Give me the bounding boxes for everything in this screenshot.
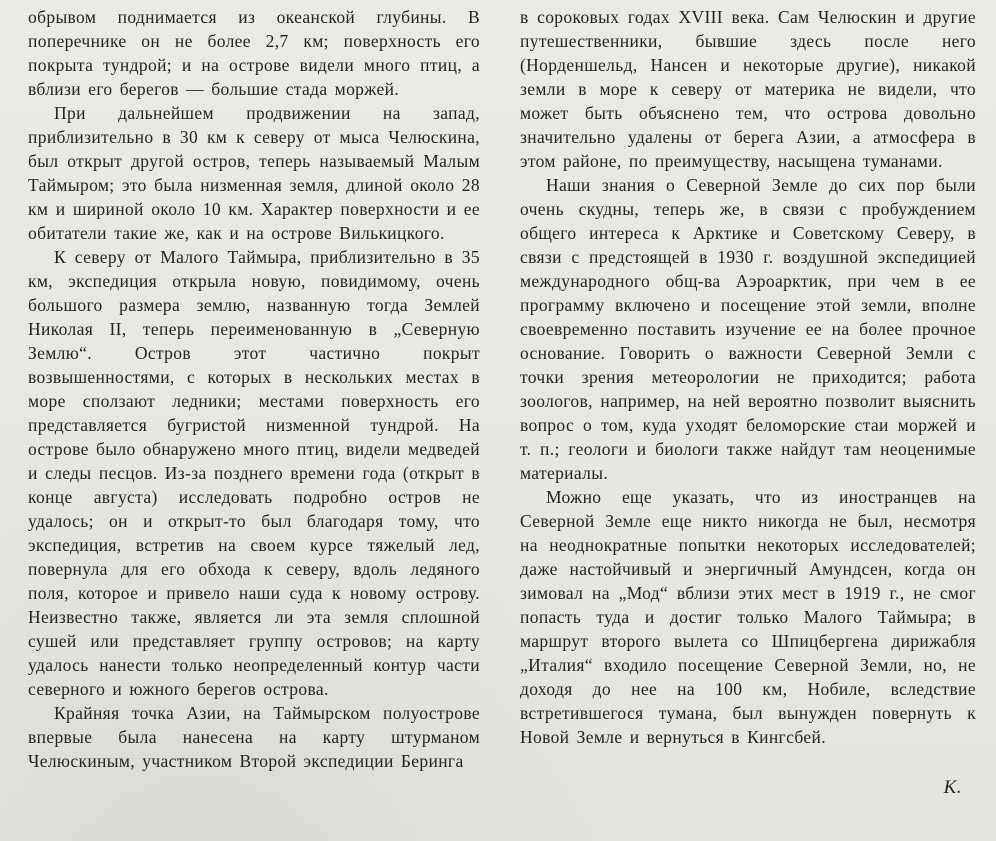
paragraph-continuation: обрывом поднимается из океанской глубины. В поперечнике он не более 2,7 км; поверхность его покрыта тундрой; и на острове видели много птиц, а вблизи его берегов — большие стада моржей. bbox=[28, 7, 480, 99]
paragraph: При дальнейшем продвижении на запад, приблизительно в 30 км к северу от мыса Челюскина, был открыт другой остров, теперь называемый Малым Таймыром; это была низменная земля, длиной около 28 км и шириной около 10 км. Характер поверхности и ее обитатели такие же, как и на острове Вилькицкого. bbox=[28, 103, 480, 243]
paragraph: Можно еще указать, что из иностранцев на Северной Земле еще никто никогда не был, несмотря на неоднократные попытки некоторых исследователей; даже настойчивый и энергичный Амундсен, когда он зимовал на „Мод“ вблизи этих мест в 1919 г., не смог попасть туда и достиг только Малого Таймыра; в маршрут второго вылета со Шпицбергена дирижабля „Италия“ входило посещение Северной Земли, но, не доходя до нее на 100 км, Нобиле, вследствие встретившегося тумана, был вынужден повернуть к Новой Земле и вернуться в Кингсбей. bbox=[520, 487, 976, 747]
left-column bbox=[28, 5, 480, 841]
right-column bbox=[520, 5, 976, 841]
paragraph-continuation: в сороковых годах XVIII века. Сам Челюскин и другие путешественники, бывшие здесь после него (Норденшельд, Нансен и некоторые другие), никакой земли в море к северу от материка не видели, что может быть объяснено тем, что острова довольно значительно удалены от берега Азии, а атмосфера в этом районе, по преимуществу, насыщена туманами. bbox=[520, 7, 976, 171]
paragraph: К северу от Малого Таймыра, приблизительно в 35 км, экспедиция открыла новую, повидимому, очень большого размера землю, названную тогда Землей Николая II, теперь переименованную в „Северную Землю“. Остров этот частично покрыт возвышенностями, с которых в нескольких местах в море сползают ледники; местами поверхность его представляется бугристой низменной тундрой. На острове было обнаружено много птиц, видели медведей и следы песцов. Из-за позднего времени года (открыт в конце августа) исследовать подробно остров не удалось; он и открыт-то был благодаря тому, что экспедиция, встретив на своем курсе тяжелый лед, повернула для его обхода к северу, вдоль ледяного поля, которое и привело наши суда к новому острову. Неизвестно также, является ли эта земля сплошной сушей или представляет группу островов; на карту удалось нанести только неопределенный контур части северного и южного берегов острова. bbox=[28, 247, 480, 699]
author-initial: К. bbox=[943, 777, 962, 798]
paragraph: Наши знания о Северной Земле до сих пор были очень скудны, теперь же, в связи с пробуждением общего интереса к Арктике и Советскому Северу, в связи с предстоящей в 1930 г. воздушной экспедицией международного общ-ва Аэроарктик, при чем в ее программу включено и посещение этой земли, вполне своевременно поставить изучение ее на более прочное основание. Говорить о важности Северной Земли с точки зрения метеорологии не приходится; работа зоологов, например, на ней вероятно позволит выяснить вопрос о том, куда уходят беломорские стаи моржей и т. п.; геологи и биологи также найдут там неоценимые материалы. bbox=[520, 175, 976, 483]
paragraph: Крайняя точка Азии, на Таймырском полуострове впервые была нанесена на карту штурманом Челюскиным, участником Второй экспедиции Беринга bbox=[28, 703, 480, 771]
